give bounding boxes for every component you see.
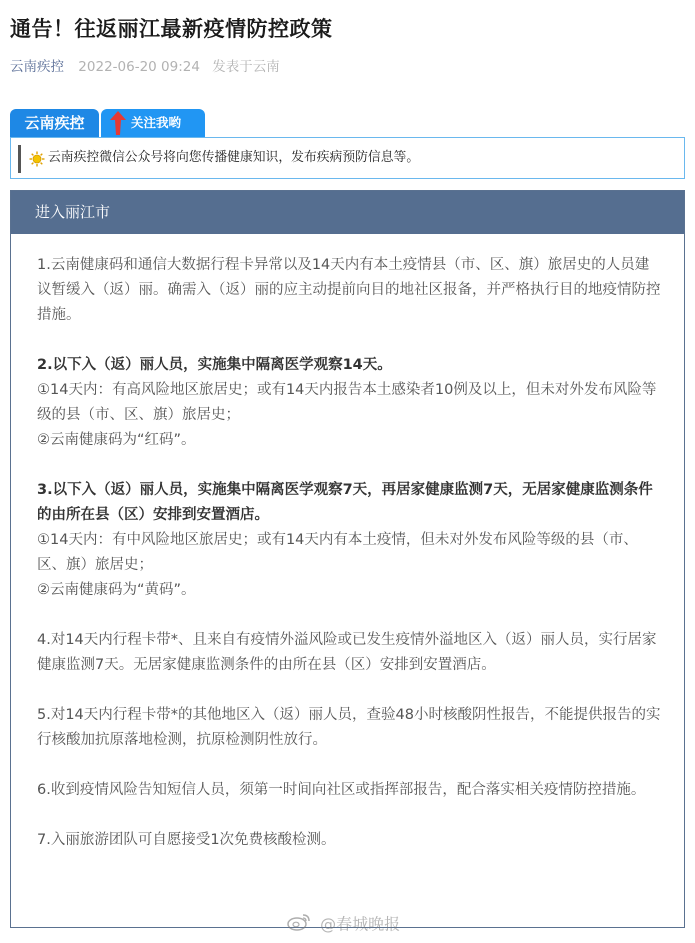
weibo-logo-icon xyxy=(287,913,311,937)
policy-subitem: ②云南健康码为“黄码”。 xyxy=(37,582,196,598)
card-header: 进入丽江市 xyxy=(11,191,684,234)
notice-banner xyxy=(10,137,685,179)
policy-subitem: ①14天内：有高风险地区旅居史；或有14天内报告本土感染者10例及以上，但未对外发布风险等级的县（市、区、旗）旅居史； xyxy=(37,382,657,423)
policy-content xyxy=(37,253,663,853)
policy-item: 1.云南健康码和通信大数据行程卡异常以及14天内有本土疫情县（市、区、旗）旅居史的人员建议暂缓入（返）丽。确需入（返）丽的应主动提前向目的地社区报备，并严格执行目的地疫情防控措施。 xyxy=(37,257,661,323)
policy-item-lead-text: 2.以下入（返）丽人员，实施集中隔离医学观察14天。 xyxy=(37,357,392,373)
policy-item-lead xyxy=(37,353,663,378)
follow-button[interactable] xyxy=(101,109,205,137)
weibo-watermark xyxy=(287,913,400,937)
policy-item: 4.对14天内行程卡带*、且来自有疫情外溢风险或已发生疫情外溢地区入（返）丽人员，实行居家健康监测7天。无居家健康监测条件的由所在县（区）安排到安置酒店。 xyxy=(37,632,657,673)
watermark-text: @春城晚报 xyxy=(320,914,401,934)
policy-item-lead-text: 3.以下入（返）丽人员，实施集中隔离医学观察7天，再居家健康监测7天，无居家健康监测条件的由所在县（区）安排到安置酒店。 xyxy=(37,482,653,523)
follow-label: 关注我哟 xyxy=(131,115,182,130)
notice-accent-bar xyxy=(18,145,21,173)
policy-item: 5.对14天内行程卡带*的其他地区入（返）丽人员，查验48小时核酸阴性报告，不能提供报告的实行核酸加抗原落地检测，抗原检测阴性放行。 xyxy=(37,707,661,748)
policy-item: 7.入丽旅游团队可自愿接受1次免费核酸检测。 xyxy=(37,832,336,848)
sun-icon xyxy=(29,151,45,171)
account-name-tab: 云南疾控 xyxy=(10,109,99,137)
policy-subitem: ①14天内：有中风险地区旅居史；或有14天内有本土疫情，但未对外发布风险等级的县（市、区、旗）旅居史； xyxy=(37,532,638,573)
author-link[interactable]: 云南疾控 xyxy=(10,59,64,75)
policy-item-lead xyxy=(37,478,663,528)
notice-text: 云南疾控微信公众号将向您传播健康知识，发布疾病预防信息等。 xyxy=(48,150,420,165)
publish-date: 2022-06-20 09:24 xyxy=(78,59,200,75)
policy-card xyxy=(10,190,685,928)
policy-item: 6.收到疫情风险告知短信人员，须第一时间向社区或指挥部报告，配合落实相关疫情防控措施。 xyxy=(37,782,646,798)
article-title: 通告！往返丽江最新疫情防控政策 xyxy=(10,17,333,41)
article-meta xyxy=(10,57,280,77)
publish-location: 发表于云南 xyxy=(212,59,280,75)
policy-subitem: ②云南健康码为“红码”。 xyxy=(37,432,196,448)
